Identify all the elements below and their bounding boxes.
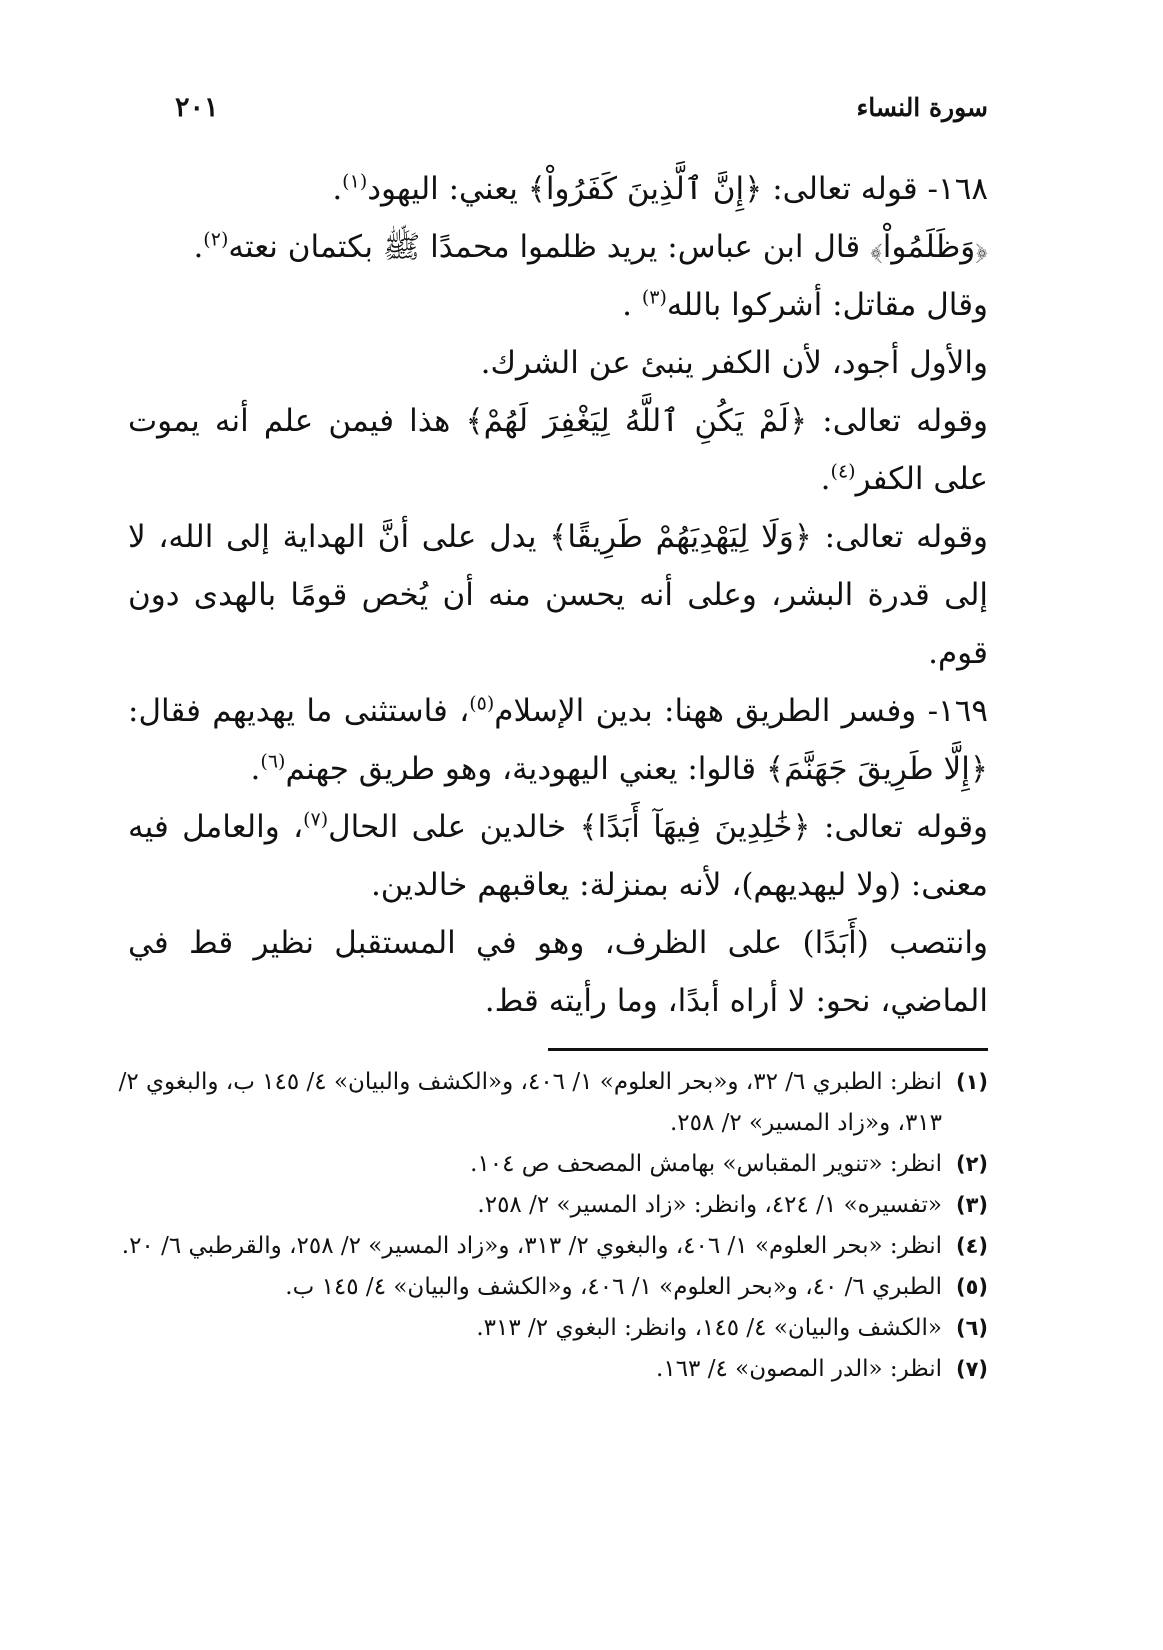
footnote-divider (548, 1048, 988, 1051)
paragraph-text: يدل على أنَّ الهداية إلى الله، لا إلى قدرة البشر، وعلى أنه يحسن منه أن يُخص قومًا بالهدى دون قوم. (128, 519, 988, 671)
quran-verse: ﴿وَلَا لِيَهْدِيَهُمْ طَرِيقًا﴾ (549, 519, 812, 555)
paragraph-eternal (128, 798, 988, 914)
paragraph-forgiveness (128, 392, 988, 508)
paragraph-lead: وقوله تعالى: (810, 809, 988, 845)
footnote-item (88, 1349, 988, 1390)
paragraph-text: خالدين على الحال (328, 809, 580, 845)
footnote-ref[interactable]: (٣) (641, 286, 667, 309)
paragraph-169 (128, 682, 988, 798)
footnote-number: (٢) (955, 1152, 988, 1176)
paragraph-end: . (622, 287, 642, 323)
paragraph-lead: وقوله تعالى: (811, 519, 988, 555)
footnote-item (88, 1226, 988, 1267)
paragraph-text: والأول أجود، لأن الكفر ينبئ عن الشرك. (480, 345, 988, 381)
footnote-item (88, 1308, 988, 1349)
paragraph-text: قالوا: يعني اليهودية، وهو طريق جهنم (285, 751, 766, 787)
footnotes (88, 1062, 988, 1390)
footnote-text: انظر: «بحر العلوم» ١/ ٤٠٦، والبغوي ٢/ ٣١٣، و«زاد المسير» ٢/ ٢٥٨، والقرطبي ٦/ ٢٠. (121, 1233, 942, 1259)
paragraph-abadan (128, 914, 988, 1030)
paragraph-168 (128, 160, 988, 218)
footnote-number: (١) (955, 1070, 988, 1094)
page-number: ٢٠١ (175, 91, 219, 123)
footnote-ref[interactable]: (٥) (469, 692, 495, 715)
paragraph-lead: وقوله تعالى: (807, 403, 988, 439)
paragraph-end: . (250, 751, 261, 787)
footnote-item (88, 1144, 988, 1185)
paragraph-text: يعني: اليهود (367, 171, 528, 207)
paragraph-guidance (128, 508, 988, 682)
paragraph-text: وقال مقاتل: أشركوا بالله (666, 287, 988, 323)
footnote-text: انظر: «الدر المصون» ٤/ ١٦٣. (656, 1356, 942, 1382)
footnote-number: (٣) (955, 1193, 988, 1217)
paragraph-text: ، فاستثنى ما يهديهم فقال: (128, 693, 470, 729)
paragraph-ibn-abbas (128, 218, 988, 276)
quran-verse: ﴿خَٰلِدِينَ فِيهَآ أَبَدًا﴾ (579, 809, 811, 845)
paragraph-text: وانتصب (أَبَدًا) على الظرف، وهو في المستقبل نظير قط في الماضي، نحو: لا أراه أبدًا، وما رأيته قط. (128, 925, 988, 1019)
footnote-text: انظر: «تنوير المقباس» بهامش المصحف ص ١٠٤. (470, 1151, 942, 1177)
quran-verse: ﴿إِلَّا طَرِيقَ جَهَنَّمَ﴾ (765, 751, 988, 787)
running-header (175, 82, 988, 132)
main-text (128, 160, 988, 1030)
footnote-number: (٦) (955, 1316, 988, 1340)
footnote-number: (٧) (955, 1357, 988, 1381)
quran-verse: ﴿لَمْ يَكُنِ ٱللَّهُ لِيَغْفِرَ لَهُمْ﴾ (465, 403, 808, 439)
footnote-ref[interactable]: (٢) (203, 228, 229, 251)
paragraph-end: . (820, 461, 831, 497)
quran-verse: ﴿إِنَّ ٱلَّذِينَ كَفَرُواْ﴾ (527, 171, 763, 207)
paragraph-text: قال ابن عباس: يريد ظلموا محمدًا ﷺ بكتمان نعته (228, 229, 871, 265)
footnote-text: الطبري ٦/ ٤٠، و«بحر العلوم» ١/ ٤٠٦، و«الكشف والبيان» ٤/ ١٤٥ ب. (285, 1274, 942, 1300)
paragraph-muqatil (128, 276, 988, 334)
paragraph-lead: ١٦٩- وفسر الطريق ههنا: بدين الإسلام (494, 693, 988, 729)
paragraph-end: ، والعامل فيه معنى: (ولا ليهديهم)، لأنه بمنزلة: يعاقبهم خالدين. (128, 809, 988, 903)
footnote-ref[interactable]: (٤) (830, 460, 856, 483)
footnote-ref[interactable]: (٦) (260, 750, 286, 773)
footnote-item (88, 1267, 988, 1308)
footnote-ref[interactable]: (١) (342, 170, 368, 193)
footnote-item (88, 1185, 988, 1226)
footnote-ref[interactable]: (٧) (303, 808, 329, 831)
paragraph-lead: ١٦٨- قوله تعالى: (762, 171, 988, 207)
quran-verse: ﴿وَظَلَمُواْ﴾ (870, 229, 988, 265)
paragraph-end: . (332, 171, 343, 207)
paragraph-text: هذا فيمن علم أنه يموت على الكفر (128, 403, 988, 497)
paragraph-end: . (193, 229, 204, 265)
footnote-text: «تفسيره» ١/ ٤٢٤، وانظر: «زاد المسير» ٢/ ٢٥٨. (477, 1192, 942, 1218)
footnote-item (88, 1062, 988, 1144)
paragraph-preference (128, 334, 988, 392)
footnote-number: (٤) (955, 1234, 988, 1258)
footnote-number: (٥) (955, 1275, 988, 1299)
footnote-text: انظر: الطبري ٦/ ٣٢، و«بحر العلوم» ١/ ٤٠٦، و«الكشف والبيان» ٤/ ١٤٥ ب، والبغوي ٢/ ٣١٣، و«زاد المسير» ٢/ ٢٥٨. (118, 1069, 942, 1136)
surah-title: سورة النساء (856, 92, 988, 122)
footnote-text: «الكشف والبيان» ٤/ ١٤٥، وانظر: البغوي ٢/ ٣١٣. (476, 1315, 942, 1341)
